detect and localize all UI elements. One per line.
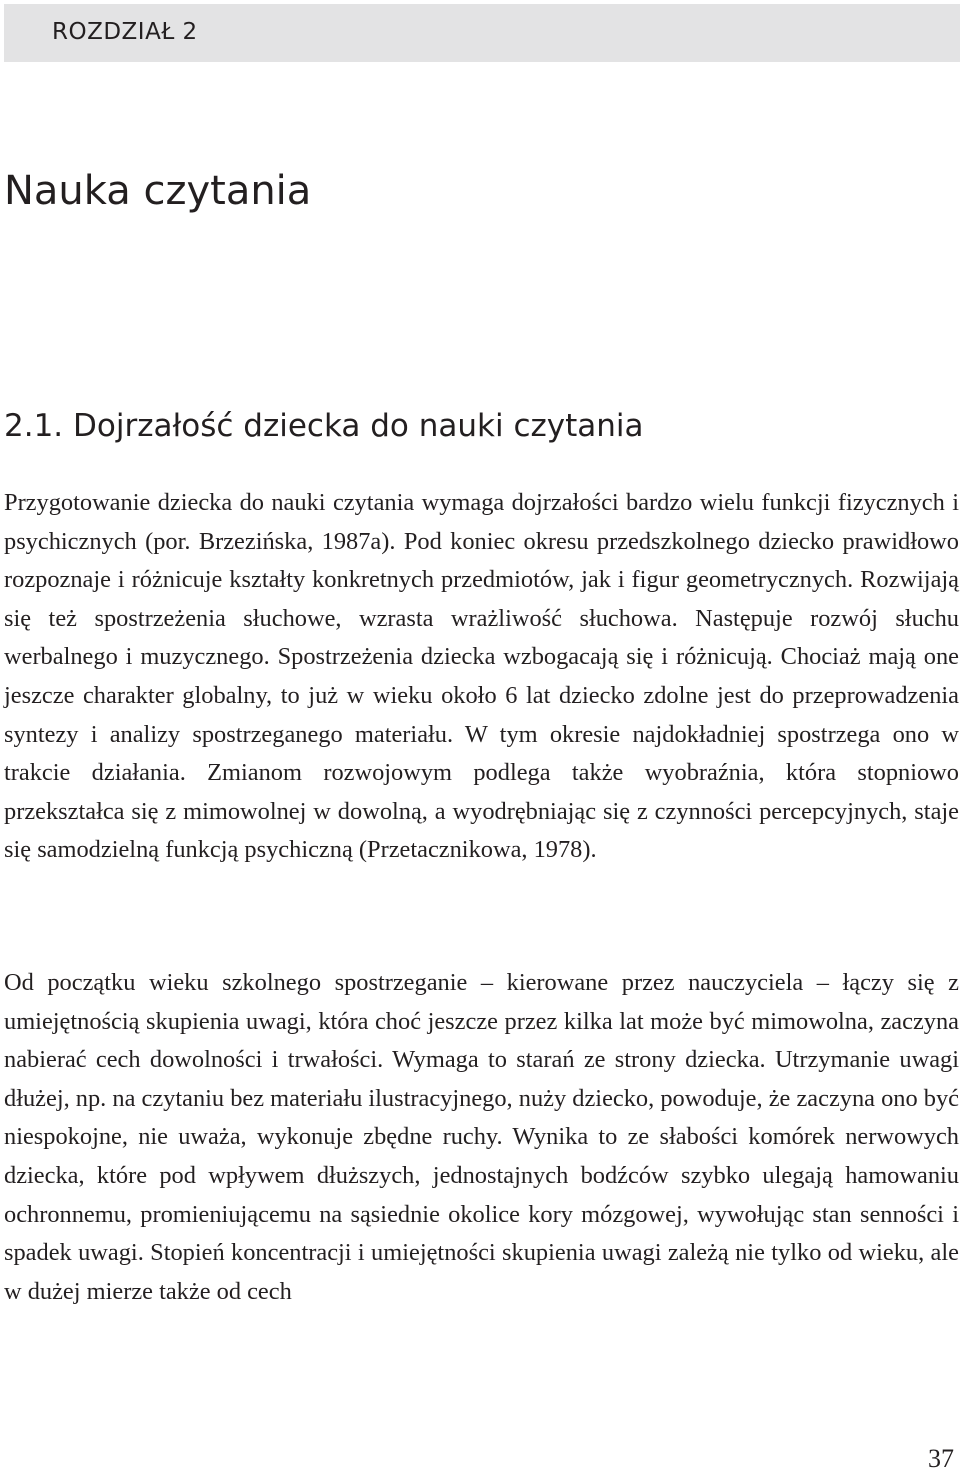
chapter-header-bar	[4, 4, 960, 62]
chapter-label: ROZDZIAŁ 2	[52, 19, 198, 45]
section-title: 2.1. Dojrzałość dziecka do nauki czytania	[4, 408, 644, 444]
page-number: 37	[928, 1444, 954, 1473]
body-paragraph: Przygotowanie dziecka do nauki czytania wymaga dojrzałości bardzo wielu funkcji fizycznych i psychicznych (por. Brzezińska, 1987a). Pod koniec okresu przedszkolnego dziecko prawidłowo rozpoznaje i różnicuje kształty konkretnych przedmiotów, jak i figur geometrycznych. Rozwijają się też spostrzeżenia słuchowe, wzrasta wrażliwość słuchowa. Następuje rozwój słuchu werbalnego i muzycznego. Spostrzeżenia dziecka wzbogacają się i różnicują. Chociaż mają one jeszcze charakter globalny, to już w wieku około 6 lat dziecko zdolne jest do przeprowadzenia syntezy i analizy spostrzeganego materiału. W tym okresie najdokładniej spostrzega ono w trakcie działania. Zmianom rozwojowym podlega także wyobraźnia, która stopniowo przekształca się z mimowolnej w dowolną, a wyodrębniając się z czynności percepcyjnych, staje się samodzielną funkcją psychiczną (Przetacznikowa, 1978).	[4, 489, 959, 864]
chapter-title: Nauka czytania	[4, 168, 312, 214]
body-paragraph: Od początku wieku szkolnego spostrzeganie – kierowane przez nauczyciela – łączy się z umiejętnością skupienia uwagi, która choć jeszcze przez kilka lat może być mimowolna, zaczyna nabierać cech dowolności i trwałości. Wymaga to starań ze strony dziecka. Utrzymanie uwagi dłużej, np. na czytaniu bez materiału ilustracyjnego, nuży dziecko, powoduje, że zaczyna ono być niespokojne, nie uważa, wykonuje zbędne ruchy. Wynika to ze słabości komórek nerwowych dziecka, które pod wpływem dłuższych, jednostajnych bodźców szybko ulegają hamowaniu ochronnemu, promieniującemu na sąsiednie okolice kory mózgowej, wywołując stan senności i spadek uwagi. Stopień koncentracji i umiejętności skupienia uwagi zależą nie tylko od wieku, ale w dużej mierze także od cech	[4, 969, 959, 1305]
